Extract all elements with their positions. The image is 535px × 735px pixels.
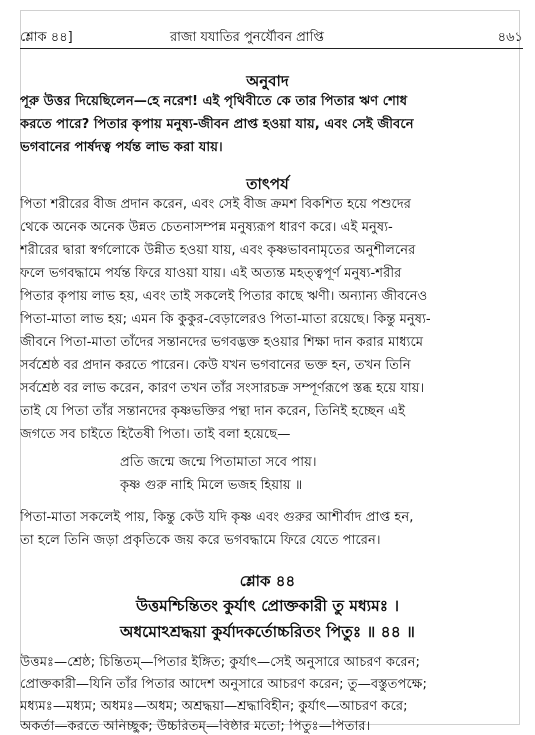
verse-line: উত্তমশ্চিন্তিতং কুর্যাৎ প্রোক্তকারী তু মধ্যমঃ । <box>136 597 399 615</box>
synonyms-line: অকর্তা—করতে অনিচ্ছুক; উচ্চরিতম্—বিষ্ঠার মতো; পিতুঃ—পিতার। <box>20 719 371 734</box>
purport-line: পিতা-মাতা লাভ হয়; এমন কি কুকুর-বেড়ালেরও পিতা-মাতা রয়েছে। কিন্তু মনুষ্য- <box>20 312 431 327</box>
purport-line: সর্বশ্রেষ্ঠ বর প্রদান করতে পারেন। কেউ যখন ভগবানের ভক্ত হন, তখন তিনি <box>20 358 411 373</box>
purport-line: শরীরের দ্বারা স্বর্গলোকে উন্নীত হওয়া যায়, এবং কৃষ্ণভাবনামৃতের অনুশীলনের <box>20 243 416 258</box>
poem-line: কৃষ্ণ গুরু নাহি মিলে ভজহ হিয়ায় ॥ <box>120 478 303 493</box>
purport-line: সর্বশ্রেষ্ঠ বর লাভ করেন, কারণ তখন তাঁর সংসারচক্র সম্পূর্ণরূপে স্তব্ধ হয়ে যায়। <box>20 381 425 396</box>
translation-line: পূরু উত্তর দিয়েছিলেন—হে নরেশ! এই পৃথিবীতে কে তার পিতার ঋণ শোধ <box>20 94 408 109</box>
purport-line: পিতার কৃপায় লাভ হয়, এবং তাই সকলেই পিতার কাছে ঋণী। অন্যান্য জীবনেও <box>20 289 428 304</box>
purport-line: ফলে ভগবদ্ধামে পর্যন্ত ফিরে যাওয়া যায়। এই অত্যন্ত মহত্ত্বপূর্ণ মনুষ্য-শরীর <box>20 266 402 281</box>
translation-heading: অনুবাদ <box>246 72 289 90</box>
purport-closing-line: পিতা-মাতা সকলেই পায়, কিন্তু কেউ যদি কৃষ্ণ এবং গুরুর আশীর্বাদ প্রাপ্ত হন, <box>20 510 414 525</box>
running-header <box>20 28 523 48</box>
page-number: ৪৬১ <box>497 30 523 45</box>
translation-line: ভগবানের পার্ষদত্ব পর্যন্ত লাভ করা যায়। <box>20 140 223 155</box>
purport-line: তাই যে পিতা তাঁর সন্তানদের কৃষ্ণভক্তির পন্থা দান করেন, তিনিই হচ্ছেন এই <box>20 404 406 419</box>
purport-line: পিতা শরীরের বীজ প্রদান করেন, এবং সেই বীজ ক্রমশ বিকশিত হয়ে পশুদের <box>20 197 412 212</box>
verse-line: অধমোঽশ্রদ্ধয়া কুর্যাদকর্তোচ্চরিতং পিতুঃ ॥ ৪৪ ॥ <box>120 623 415 641</box>
header-rule <box>20 48 523 49</box>
purport-line: থেকে অনেক অনেক উন্নত চেতনাসম্পন্ন মনুষ্যরূপ ধারণ করে। এই মনুষ্য- <box>20 220 393 235</box>
verse-heading: শ্লোক ৪৪ <box>239 572 296 590</box>
purport-heading: তাৎপর্য <box>246 175 289 193</box>
synonyms-line: উত্তমঃ—শ্রেষ্ঠ; চিন্তিতম্—পিতার ইঙ্গিত; কুর্যাৎ—সেই অনুসারে আচরণ করেন; <box>20 655 420 670</box>
header-verse-ref: শ্লোক ৪৪] <box>20 30 73 45</box>
synonyms-line: প্রোক্তকারী—যিনি তাঁর পিতার আদেশ অনুসারে আচরণ করেন; তু—বস্তুতপক্ষে; <box>20 677 427 692</box>
purport-line: জগতে সব চাইতে হিতৈষী পিতা। তাই বলা হয়েছে— <box>20 427 291 442</box>
poem-line: প্রতি জন্মে জন্মে পিতামাতা সবে পায়। <box>120 455 317 470</box>
synonyms-line: মধ্যমঃ—মধ্যম; অধমঃ—অধম; অশ্রদ্ধয়া—শ্রদ্ধাবিহীন; কুর্যাৎ—আচরণ করে; <box>20 699 408 714</box>
translation-line: করতে পারে? পিতার কৃপায় মনুষ্য-জীবন প্রাপ্ত হওয়া যায়, এবং সেই জীবনে <box>20 117 414 132</box>
header-chapter-title: রাজা যযাতির পুনর্যৌবন প্রাপ্তি <box>170 30 324 45</box>
purport-closing-line: তা হলে তিনি জড়া প্রকৃতিকে জয় করে ভগবদ্ধামে ফিরে যেতে পারেন। <box>20 533 381 548</box>
purport-line: জীবনে পিতা-মাতা তাঁদের সন্তানদের ভগবদ্ভক্ত হওয়ার শিক্ষা দান করার মাধ্যমে <box>20 335 424 350</box>
